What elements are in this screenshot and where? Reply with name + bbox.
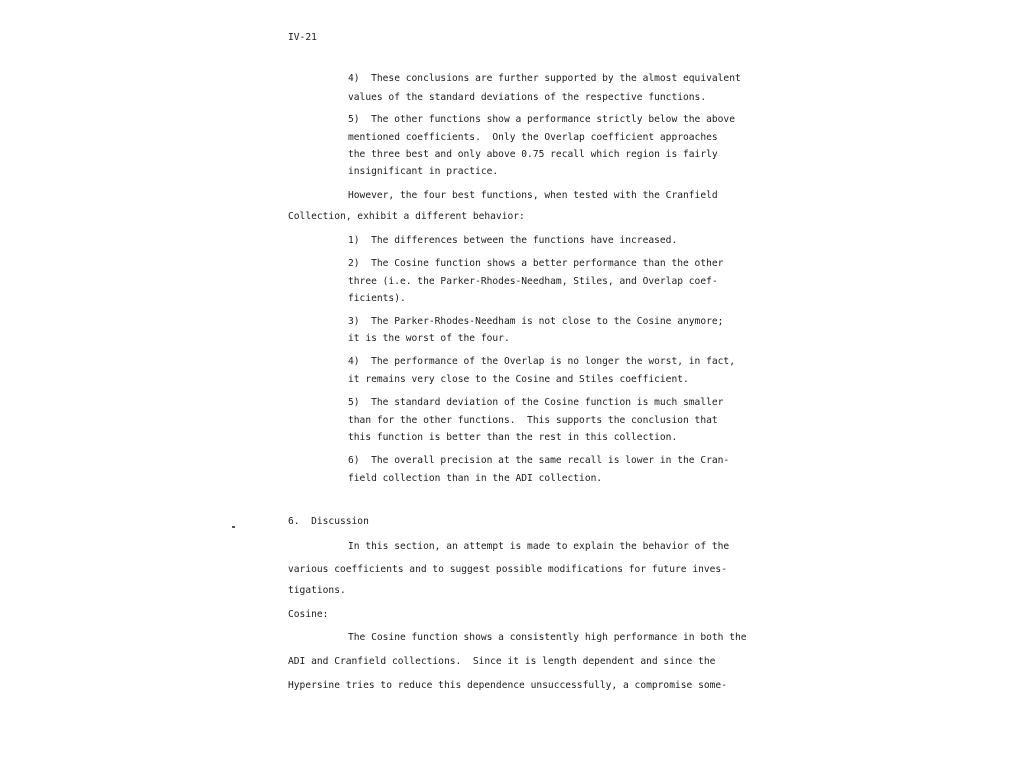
para-cosine-line-3: Hypersine tries to reduce this dependence unsuccessfully, a compromise some- [288, 680, 727, 691]
list-a-item-5-line-4: insignificant in practice. [348, 166, 499, 177]
list-a-item-4-line-1: 4) These conclusions are further supported by the almost equivalent [348, 73, 741, 84]
list-b-item-1-line-1: 1) The differences between the functions have increased. [348, 235, 678, 246]
list-b-item-2-line-3: ficients). [348, 293, 406, 304]
page-number: IV-21 [288, 32, 317, 43]
list-b-item-6-line-2: field collection than in the ADI collection. [348, 473, 603, 484]
subheading-cosine: Cosine: [288, 609, 329, 620]
list-a-item-5-line-1: 5) The other functions show a performance strictly below the above [348, 114, 735, 125]
list-b-item-3-line-2: it is the worst of the four. [348, 333, 510, 344]
para-cosine-line-2: ADI and Cranfield collections. Since it is length dependent and since the [288, 656, 716, 667]
para-however-line-1: However, the four best functions, when tested with the Cranfield [348, 190, 718, 201]
list-b-item-2-line-1: 2) The Cosine function shows a better performance than the other [348, 258, 724, 269]
para-cosine-line-1: The Cosine function shows a consistently high performance in both the [348, 632, 747, 643]
para-discussion-line-3: tigations. [288, 585, 346, 596]
list-b-item-2-line-2: three (i.e. the Parker-Rhodes-Needham, Stiles, and Overlap coef- [348, 276, 718, 287]
list-b-item-5-line-1: 5) The standard deviation of the Cosine function is much smaller [348, 397, 724, 408]
list-a-item-4-line-2: values of the standard deviations of the respective functions. [348, 92, 707, 103]
list-b-item-4-line-2: it remains very close to the Cosine and Stiles coefficient. [348, 374, 689, 385]
para-discussion-line-2: various coefficients and to suggest possible modifications for future inves- [288, 564, 727, 575]
para-however-line-2: Collection, exhibit a different behavior: [288, 211, 525, 222]
list-a-item-5-line-3: the three best and only above 0.75 recall which region is fairly [348, 149, 718, 160]
scan-speck [232, 526, 235, 528]
list-b-item-6-line-1: 6) The overall precision at the same recall is lower in the Cran- [348, 455, 730, 466]
list-b-item-5-line-3: this function is better than the rest in this collection. [348, 432, 678, 443]
list-a-item-5-line-2: mentioned coefficients. Only the Overlap coefficient approaches [348, 132, 718, 143]
list-b-item-5-line-2: than for the other functions. This supports the conclusion that [348, 415, 718, 426]
para-discussion-line-1: In this section, an attempt is made to explain the behavior of the [348, 541, 730, 552]
list-b-item-3-line-1: 3) The Parker-Rhodes-Needham is not close to the Cosine anymore; [348, 316, 724, 327]
list-b-item-4-line-1: 4) The performance of the Overlap is no longer the worst, in fact, [348, 356, 735, 367]
section-heading: 6. Discussion [288, 516, 369, 527]
